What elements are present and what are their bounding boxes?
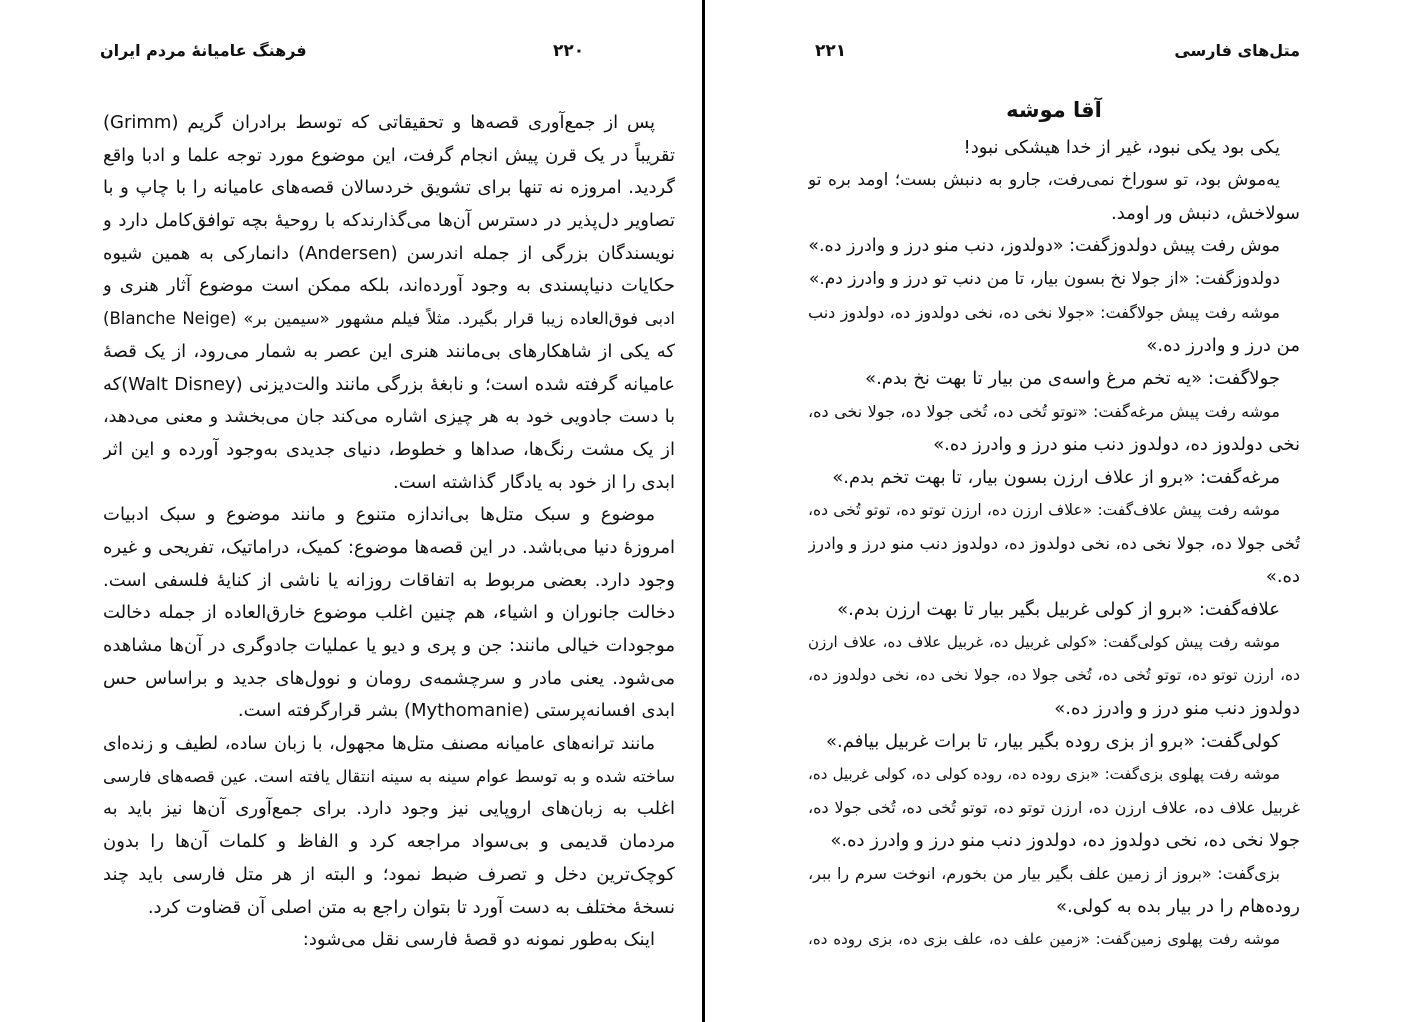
- text-line: بزی‌گفت: «بروز از زمین علف بگیر بیار من بخورم، انوخت سرم را ببر،: [808, 864, 1280, 883]
- text-line: عامیانه گرفته شده است؛ و نابغهٔ بزرگی مانند والت‌دیزنی (Walt Disney)که: [103, 373, 675, 395]
- text-line: کوچک‌ترین دخل و تصرف ضبط نمود؛ و البته از هر متل فارسی باید چند: [103, 863, 675, 885]
- body-text: [808, 131, 1300, 956]
- text-line: ده، ارزن توتو ده، توتو تُخی ده، تُخی جولا ده، جولا نخی ده، نخی دولدوز ده،: [808, 666, 1300, 684]
- text-line: اینک به‌طور نمونه دو قصهٔ فارسی نقل می‌شود:: [302, 929, 655, 951]
- text-line: روده‌هام را در بیار بده به کولی.»: [1056, 896, 1300, 917]
- text-line: موشه رفت پهلوی زمین‌گفت: «زمین علف ده، علف بزی ده، بزی روده ده،: [808, 930, 1280, 948]
- text-line: موجودات خیالی مانند: جن و پری و دیو یا عملیات جادوگری در آن‌ها مشاهده: [103, 635, 675, 656]
- body-text: [103, 107, 675, 957]
- page-number: ۲۲۰: [553, 41, 585, 61]
- text-line: ادبی فوق‌العاده زیبا قرار بگیرد. مثلاً فیلم مشهور «سیمین بر» (Blanche Neige): [103, 309, 675, 329]
- text-line: دولدوزگفت: «از جولا نخ بسون بیار، تا من دنب تو درز و وادرز دم.»: [808, 269, 1280, 289]
- text-line: سولاخش، دنبش ور اومد.: [1111, 203, 1300, 224]
- text-line: یه‌موش بود، تو سوراخ نمی‌رفت، جارو به دنبش بست؛ اومد بره تو: [808, 170, 1280, 190]
- text-line: با دست جادویی خود به هر چیزی اشاره می‌کند جان می‌بخشد و معنی می‌دهد،: [103, 407, 675, 428]
- text-line: من درز و وادرز ده.»: [1146, 335, 1300, 356]
- text-line: نخی دولدوز ده، دولدوز دنب منو درز و وادرز ده.»: [933, 434, 1300, 455]
- text-line: غربیل علاف ده، علاف ارزن ده، ارزن توتو ده، توتو تُخی ده، تُخی جولا ده،: [808, 798, 1300, 817]
- text-line: ساخته شده و به توسط عوام سینه به سینه انتقال یافته است. عین قصه‌های فارسی: [103, 766, 675, 786]
- text-line: تصاویر دل‌پذیر در دسترس آن‌ها می‌گذارندکه با روحیهٔ بچه توافق‌کامل دارد و: [103, 210, 675, 232]
- text-line: ده.»: [1265, 566, 1300, 587]
- text-line: جولا نخی ده، نخی دولدوز ده، دولدوز دنب منو درز و وادرز ده.»: [830, 830, 1300, 851]
- text-line: اغلب به زبان‌های اروپایی نیز وجود دارد. برای جمع‌آوری آن‌ها نیز باید به: [103, 798, 675, 820]
- text-line: ابدی افسانه‌پرستی (Mythomanie) بشر قرارگرفته است.: [237, 700, 675, 722]
- text-line: مانند ترانه‌های عامیانه مصنف متل‌ها مجهول، با زبان ساده، لطیف و زنده‌ای: [103, 734, 655, 755]
- text-line: یکی بود یکی نبود، غیر از خدا هیشکی نبود!: [963, 137, 1280, 158]
- text-line: حکایات دنیاپسندی به وجود آورده‌اند، بلکه ممکن است موضوع آثار هنری و: [103, 275, 675, 297]
- text-line: جولاگفت: «یه تخم مرغ واسه‌ی من بیار تا بهت نخ بدم.»: [865, 368, 1280, 389]
- text-line: موشه رفت پیش جولاگفت: «جولا نخی ده، نخی دولدوز ده، دولدوز دنب: [808, 303, 1280, 322]
- text-line: دخالت جانوران و اشیاء، هم چنین اغلب موضوع خارق‌العاده از جمله دخالت: [103, 602, 675, 624]
- text-line: علافه‌گفت: «برو از کولی غربیل بگیر بیار تا بهت ارزن بدم.»: [837, 599, 1280, 620]
- page-number: ۲۲۱: [815, 41, 847, 61]
- right-page: [705, 0, 1404, 1022]
- text-line: گردید. امروزه نه تنها برای تشویق خردسالان قصه‌های عامیانه را با چاپ و با: [103, 177, 675, 199]
- text-line: مردمان قدیمی و بی‌سواد مراجعه کرد و الفاظ و کلمات آن‌ها را بدون: [103, 831, 675, 853]
- running-title: متل‌های فارسی: [1174, 41, 1300, 60]
- text-line: موش رفت پیش دولدوزگفت: «دولدوز، دنب منو درز و وادرز ده.»: [808, 236, 1280, 256]
- text-line: تُخی جولا ده، جولا نخی ده، نخی دولدوز ده، دولدوز دنب منو درز و وادرز: [808, 534, 1300, 553]
- text-line: ابدی را از خود به یادگار گذاشته است.: [392, 471, 675, 493]
- text-line: می‌شود. یعنی مادر و سرچشمه‌ی رومان و نوول‌های جدید و براساس حس: [103, 667, 675, 689]
- text-line: کولی‌گفت: «برو از بزی روده بگیر بیار، تا برات غربیل بیافم.»: [826, 731, 1280, 752]
- text-line: موشه رفت پیش کولی‌گفت: «کولی غربیل ده، غربیل علاف ده، علاف ارزن: [808, 633, 1280, 651]
- text-line: وجود دارد. بعضی مربوط به اتفاقات روزانه یا ناشی از کنایهٔ فلسفی است.: [103, 569, 675, 591]
- text-line: تقریباً در یک قرن پیش انجام گرفت، این موضوع مورد توجه علما و ادبا واقع: [103, 144, 675, 166]
- text-line: نویسندگان بزرگی از جمله اندرسن (Andersen) دانمارکی به همین شیوه: [103, 242, 675, 264]
- text-line: موضوع و سبک متل‌ها بی‌اندازه متنوع و مانند موضوع و سبک ادبیات: [103, 504, 655, 526]
- text-line: امروزهٔ دنیا می‌باشد. در این قصه‌ها موضوع: کمیک، دراماتیک، تفریحی و غیره: [103, 536, 675, 558]
- text-line: پس از جمع‌آوری قصه‌ها و تحقیقاتی که توسط برادران گریم (Grimm): [103, 112, 655, 133]
- text-line: دولدوز دنب منو درز و وادرز ده.»: [1054, 698, 1300, 719]
- text-line: که یکی از شاهکارهای بی‌مانند هنری این عصر به شمار می‌رود، از یک قصهٔ: [103, 340, 675, 362]
- text-line: موشه رفت پیش مرغه‌گفت: «توتو تُخی ده، تُخی جولا ده، جولا نخی ده،: [808, 402, 1280, 421]
- text-line: موشه رفت پیش علاف‌گفت: «علاف ارزن ده، ارزن توتو ده، توتو تُخی ده،: [808, 501, 1280, 519]
- text-line: مرغه‌گفت: «برو از علاف ارزن بسون بیار، تا بهت تخم بدم.»: [832, 467, 1280, 488]
- text-line: نسخهٔ مختلف به دست آورد تا بتوان راجع به متن اصلی آن قضاوت کرد.: [147, 896, 675, 918]
- running-title: فرهنگ عامیانهٔ مردم ایران: [100, 41, 307, 60]
- text-line: موشه رفت پهلوی بزی‌گفت: «بزی روده ده، روده کولی ده، کولی غربیل ده،: [808, 765, 1280, 783]
- text-line: از یک مشت رنگ‌ها، صداها و خطوط، دنیای جدیدی به‌وجود آورده و این اثر: [103, 438, 675, 460]
- story-title: آقا موشه: [1006, 98, 1102, 122]
